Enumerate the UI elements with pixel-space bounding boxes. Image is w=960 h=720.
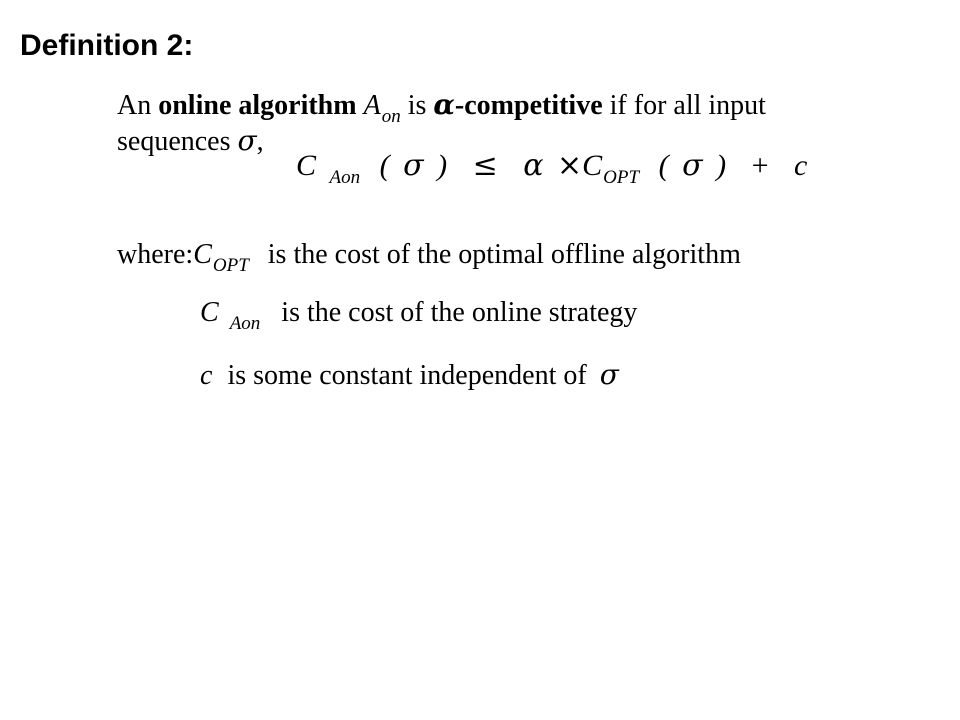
- formula-algo-A: A: [329, 167, 342, 188]
- where-con-line: [200, 296, 637, 333]
- formula-sigma: σ: [403, 148, 424, 183]
- c-letter: c: [200, 360, 213, 391]
- sentence-intro: An: [117, 90, 159, 121]
- definition-sentence-line-1: [117, 88, 766, 126]
- algo-symbol: A: [363, 90, 381, 121]
- where-label: where:: [117, 239, 194, 270]
- definition-sentence-line-2: [117, 124, 264, 159]
- formula-sigma-2: σ: [682, 148, 703, 183]
- con-letter: C: [200, 297, 219, 328]
- sentence-sequences: sequences: [117, 126, 238, 157]
- alpha-symbol: α: [433, 88, 455, 121]
- term-competitive: -competitive: [454, 90, 603, 121]
- sigma-symbol: σ: [237, 124, 257, 157]
- formula-opt-sub: OPT: [603, 167, 640, 188]
- term-online-algorithm: online algorithm: [158, 90, 357, 121]
- formula-algo-sub: on: [341, 167, 361, 188]
- where-copt-line: [117, 238, 741, 275]
- copt-description: is the cost of the optimal offline algorithm: [267, 239, 741, 270]
- formula-algo-letter: [330, 160, 361, 196]
- formula-plus: +: [751, 149, 769, 182]
- con-subscript: [230, 313, 261, 334]
- where-c-line: [200, 358, 619, 393]
- formula-open-paren-2: (: [658, 149, 669, 182]
- sentence-is: is: [400, 90, 434, 121]
- formula-close-paren-2: ): [716, 149, 727, 182]
- formula-times: ×: [557, 148, 583, 183]
- copt-letter: C: [193, 239, 212, 270]
- competitive-inequality: [296, 148, 807, 188]
- formula-cost: C: [296, 149, 317, 182]
- copt-subscript: OPT: [212, 255, 249, 276]
- c-sigma: σ: [599, 358, 619, 391]
- con-description: is the cost of the online strategy: [281, 297, 638, 328]
- formula-leq: ≤: [472, 148, 498, 183]
- formula-opt-cost: C: [582, 149, 603, 182]
- con-sub-on: on: [241, 313, 261, 334]
- sentence-comma: ,: [256, 126, 264, 157]
- algo-subscript: on: [381, 106, 401, 127]
- c-description: is some constant independent of: [227, 360, 587, 391]
- formula-alpha: α: [523, 148, 544, 183]
- sentence-rest: if for all input: [602, 90, 766, 121]
- definition-title: Definition 2:: [20, 29, 194, 62]
- formula-open-paren: (: [379, 149, 390, 182]
- formula-close-paren: ): [437, 149, 448, 182]
- formula-constant: c: [793, 149, 808, 182]
- con-sub-A: A: [229, 313, 242, 334]
